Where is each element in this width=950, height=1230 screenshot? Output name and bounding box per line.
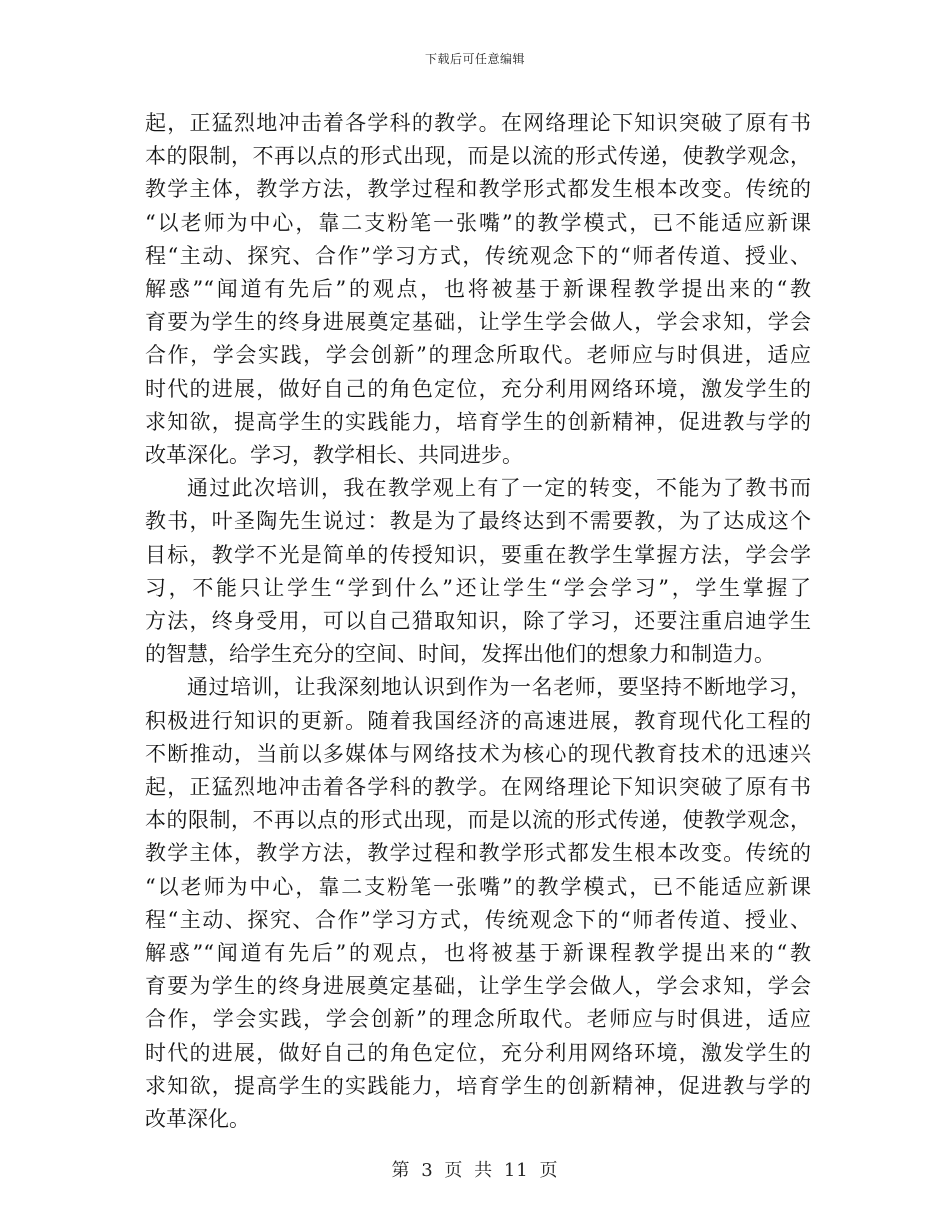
text-line: 教学主体，教学方法，教学过程和教学形式都发生根本改变。传统的 — [145, 841, 811, 866]
paragraph-1 — [145, 107, 811, 472]
text-line: 教书，叶圣陶先生说过：教是为了最终达到不需要教，为了达成这个 — [145, 509, 811, 534]
text-line: 教学主体，教学方法，教学过程和教学形式都发生根本改变。传统的 — [145, 177, 811, 202]
text-line: 目标，教学不光是简单的传授知识，要重在教学生掌握方法，学会学 — [145, 542, 811, 567]
text-line: 解惑”“闻道有先后”的观点，也将被基于新课程教学提出来的“教 — [145, 277, 811, 302]
text-line: 合作，学会实践，学会创新”的理念所取代。老师应与时俱进，适应 — [145, 343, 811, 368]
text-line: 改革深化。 — [145, 1107, 250, 1132]
text-line: 解惑”“闻道有先后”的观点，也将被基于新课程教学提出来的“教 — [145, 941, 811, 966]
paragraph-2 — [145, 472, 811, 671]
text-line: 通过培训，让我深刻地认识到作为一名老师，要坚持不断地学习， — [187, 675, 811, 700]
text-line: 改革深化。学习，教学相长、共同进步。 — [145, 443, 523, 468]
text-line: 育要为学生的终身进展奠定基础，让学生学会做人，学会求知，学会 — [145, 974, 811, 999]
text-line: “以老师为中心，靠二支粉笔一张嘴”的教学模式，已不能适应新课 — [145, 210, 811, 235]
text-line: 时代的进展，做好自己的角色定位，充分利用网络环境，激发学生的 — [145, 376, 811, 401]
page-header: 下载后可任意编辑 — [424, 52, 525, 66]
text-line: 不断推动，当前以多媒体与网络技术为核心的现代教育技术的迅速兴 — [145, 741, 811, 766]
text-line: 通过此次培训，我在教学观上有了一定的转变，不能为了教书而 — [187, 476, 811, 501]
text-line: “以老师为中心，靠二支粉笔一张嘴”的教学模式，已不能适应新课 — [145, 874, 811, 899]
text-line: 时代的进展，做好自己的角色定位，充分利用网络环境，激发学生的 — [145, 1040, 811, 1065]
text-line: 合作，学会实践，学会创新”的理念所取代。老师应与时俱进，适应 — [145, 1007, 811, 1032]
text-line: 育要为学生的终身进展奠定基础，让学生学会做人，学会求知，学会 — [145, 310, 811, 335]
text-line: 本的限制，不再以点的形式出现，而是以流的形式传递，使教学观念， — [145, 808, 811, 833]
text-line: 程“主动、探究、合作”学习方式，传统观念下的“师者传道、授业、 — [145, 243, 811, 268]
text-line: 求知欲，提高学生的实践能力，培育学生的创新精神，促进教与学的 — [145, 409, 811, 434]
text-line: 方法，终身受用，可以自己猎取知识，除了学习，还要注重启迪学生 — [145, 609, 811, 634]
text-line: 积极进行知识的更新。随着我国经济的高速进展，教育现代化工程的 — [145, 708, 811, 733]
text-line: 程“主动、探究、合作”学习方式，传统观念下的“师者传道、授业、 — [145, 907, 811, 932]
text-line: 起，正猛烈地冲击着各学科的教学。在网络理论下知识突破了原有书 — [145, 111, 811, 135]
text-line: 本的限制，不再以点的形式出现，而是以流的形式传递，使教学观念， — [145, 144, 811, 169]
text-line: 起，正猛烈地冲击着各学科的教学。在网络理论下知识突破了原有书 — [145, 775, 811, 800]
page-number: 第 3 页 共 11 页 — [391, 1160, 559, 1181]
text-line: 的智慧，给学生充分的空间、时间，发挥出他们的想象力和制造力。 — [145, 642, 775, 667]
document-body — [145, 107, 811, 1136]
text-line: 习，不能只让学生“学到什么”还让学生“学会学习”，学生掌握了 — [145, 575, 811, 600]
text-line: 求知欲，提高学生的实践能力，培育学生的创新精神，促进教与学的 — [145, 1073, 811, 1098]
paragraph-3 — [145, 671, 811, 1136]
